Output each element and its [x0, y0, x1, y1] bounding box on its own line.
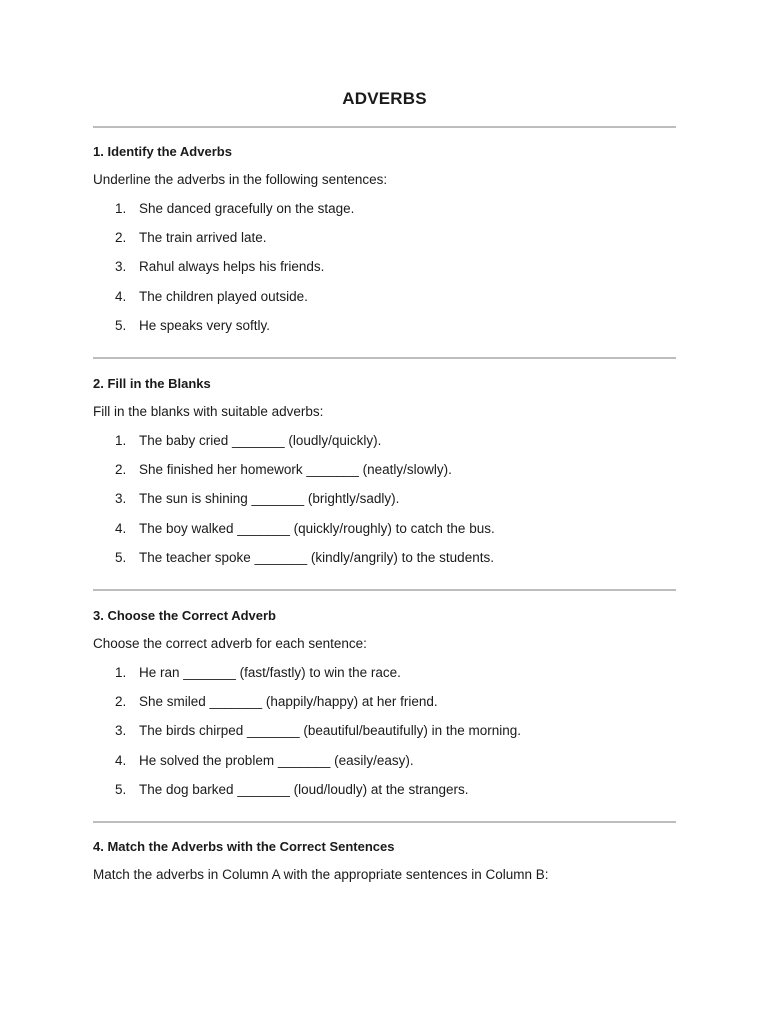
- item-number: 1.: [115, 201, 127, 216]
- item-number: 1.: [115, 665, 127, 680]
- list-item: [93, 782, 676, 798]
- item-number: 3.: [115, 491, 127, 507]
- section-instruction: Match the adverbs in Column A with the appropriate sentences in Column B:: [93, 867, 549, 882]
- list-item: [93, 723, 676, 739]
- exercise-list: [93, 201, 676, 334]
- section-heading: 3. Choose the Correct Adverb: [93, 608, 277, 623]
- item-text: Rahul always helps his friends.: [139, 259, 325, 275]
- item-number: 5.: [115, 549, 127, 565]
- list-item: [93, 289, 676, 305]
- item-number: 2.: [115, 462, 127, 478]
- item-text: The train arrived late.: [139, 230, 267, 246]
- divider: [93, 357, 676, 359]
- item-text: He ran _______ (fast/fastly) to win the race.: [139, 665, 401, 680]
- list-item: [93, 491, 676, 507]
- item-number: 3.: [115, 259, 127, 275]
- item-text: She finished her homework _______ (neatly/slowly).: [139, 462, 452, 478]
- list-item: [93, 259, 676, 275]
- exercise-list: [93, 665, 676, 798]
- section-instruction: Underline the adverbs in the following sentences:: [93, 172, 388, 187]
- item-text: He speaks very softly.: [139, 317, 271, 333]
- section-heading: 1. Identify the Adverbs: [93, 144, 232, 159]
- item-text: The boy walked _______ (quickly/roughly) to catch the bus.: [139, 520, 495, 536]
- list-item: [93, 230, 676, 246]
- item-number: 3.: [115, 723, 127, 739]
- page-title: ADVERBS: [342, 89, 427, 108]
- section-instruction: Fill in the blanks with suitable adverbs:: [93, 404, 324, 419]
- list-item: [93, 433, 676, 449]
- list-item: [93, 462, 676, 478]
- item-text: The dog barked _______ (loud/loudly) at the strangers.: [139, 781, 469, 797]
- divider: [93, 589, 676, 591]
- section-heading: 4. Match the Adverbs with the Correct Sentences: [93, 839, 395, 854]
- item-number: 1.: [115, 433, 127, 448]
- item-text: The children played outside.: [139, 288, 308, 304]
- list-item: [93, 318, 676, 334]
- item-text: She smiled _______ (happily/happy) at her friend.: [139, 694, 438, 710]
- divider: [93, 821, 676, 823]
- list-item: [93, 665, 676, 681]
- item-text: She danced gracefully on the stage.: [139, 201, 355, 216]
- item-text: The birds chirped _______ (beautiful/beautifully) in the morning.: [139, 723, 521, 739]
- section-choose-correct-adverb: [93, 608, 676, 811]
- item-number: 4.: [115, 752, 127, 768]
- item-text: He solved the problem _______ (easily/easy).: [139, 752, 414, 768]
- list-item: [93, 753, 676, 769]
- item-number: 2.: [115, 230, 127, 246]
- divider: [93, 126, 676, 128]
- item-number: 2.: [115, 694, 127, 710]
- list-item: [93, 694, 676, 710]
- item-text: The baby cried _______ (loudly/quickly).: [139, 433, 382, 448]
- item-text: The teacher spoke _______ (kindly/angrily) to the students.: [139, 549, 494, 565]
- section-fill-in-blanks: [93, 376, 676, 579]
- section-instruction: Choose the correct adverb for each sentence:: [93, 636, 367, 651]
- section-identify-adverbs: [93, 144, 676, 347]
- list-item: [93, 201, 676, 217]
- item-text: The sun is shining _______ (brightly/sadly).: [139, 491, 400, 507]
- section-heading: 2. Fill in the Blanks: [93, 376, 211, 391]
- item-number: 4.: [115, 288, 127, 304]
- item-number: 5.: [115, 317, 127, 333]
- list-item: [93, 521, 676, 537]
- item-number: 5.: [115, 781, 127, 797]
- list-item: [93, 550, 676, 566]
- section-match-adverbs: [93, 839, 676, 883]
- item-number: 4.: [115, 520, 127, 536]
- exercise-list: [93, 433, 676, 566]
